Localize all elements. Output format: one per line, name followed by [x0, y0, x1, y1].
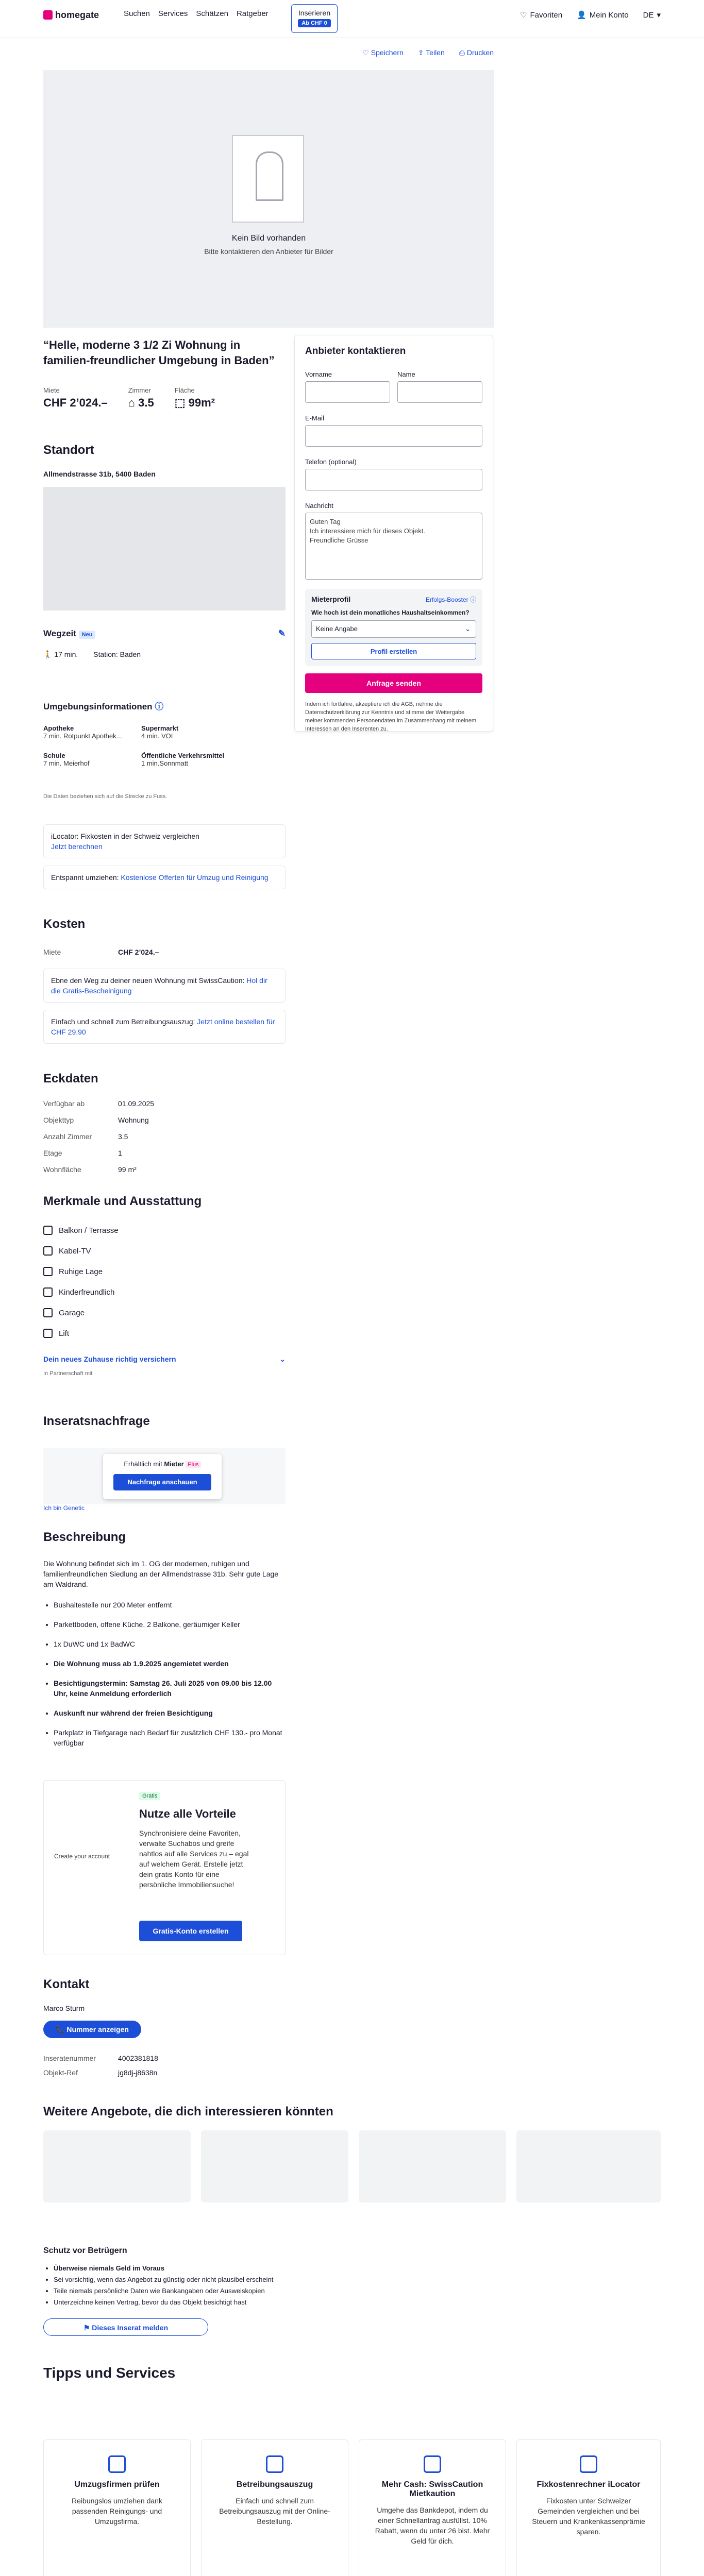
email-label: E-Mail — [305, 414, 324, 422]
description-intro: Die Wohnung befindet sich im 1. OG der modernen, ruhigen und familienfreundlichen Siedlung an der Allmendstrasse 31b. Sehr gute Lage am Waldrand. — [43, 1560, 279, 1588]
map-icon — [580, 2455, 597, 2473]
last-name-label: Name — [397, 370, 415, 378]
garage-icon — [43, 1308, 53, 1317]
tip-card: Mehr Cash: SwissCaution Mietkaution Umgehe das Bankdepot, indem du einer Schnellantrag ausfüllst. 10% Rabatt, wenn du unter 26 bist. Mehr Geld für dich. — [359, 2439, 506, 2576]
poi-label: Supermarkt — [141, 724, 179, 732]
message-input[interactable]: Guten Tag Ich interessiere mich für dieses Objekt. Freundliche Grüsse — [305, 513, 482, 580]
contact-refs: Inseratenummer 4002381818 Objekt-Ref jg8dj-j8638n — [43, 2054, 158, 2077]
child-icon — [43, 1287, 53, 1297]
send-request-button[interactable]: Anfrage senden — [305, 673, 482, 693]
poi-label: Öffentliche Verkehrsmittel — [141, 752, 225, 759]
contact-name: Marco Sturm — [43, 2004, 85, 2012]
tip-card: Fixkostenrechner iLocator Fixkosten unter Schweizer Gemeinden vergleichen und bei Steuern und Krankenkassenprämie sparen. — [516, 2439, 661, 2576]
commute-info — [43, 650, 286, 659]
site-header — [0, 0, 704, 38]
rooms-value: ⌂ 3.5 — [128, 396, 154, 409]
area-value: ⬚ 99m² — [174, 396, 215, 409]
tenant-profile-box — [305, 589, 482, 666]
quiet-icon — [43, 1267, 53, 1276]
language-select[interactable]: DE ▾ — [643, 10, 661, 20]
features-heading: Merkmale und Ausstattung — [43, 1194, 202, 1208]
offer-card-skeleton — [359, 2130, 506, 2202]
commute-station: Station: Baden — [93, 650, 141, 658]
benefits-card — [43, 1780, 286, 1955]
poi-label: Schule — [43, 752, 65, 759]
new-badge: Neu — [79, 631, 96, 639]
form-heading: Anbieter kontaktieren — [305, 346, 406, 357]
insert-button[interactable]: Inserieren Ab CHF 0 — [291, 4, 338, 33]
partner-note: In Partnerschaft mit — [43, 1370, 93, 1377]
balcony-icon — [43, 1226, 53, 1235]
phone-label: Telefon (optional) — [305, 458, 357, 466]
more-heading: Weitere Angebote, die dich interessieren könnten — [43, 2105, 333, 2119]
profile-label: Mieterprofil — [311, 595, 351, 603]
insurance-link[interactable]: Dein neues Zuhause richtig versichern ⌄ — [43, 1355, 286, 1363]
benefits-heading: Nutze alle Vorteile — [139, 1807, 236, 1820]
edit-icon[interactable]: ✎ — [278, 629, 286, 638]
no-image-icon — [232, 135, 304, 223]
contact-form — [294, 335, 493, 732]
listing-title: “Helle, moderne 3 1/2 Zi Wohnung in familien-freundlicher Umgebung in Baden” — [43, 338, 275, 367]
income-question: Wie hoch ist dein monatliches Haushaltseinkommen? — [311, 609, 470, 616]
nav-suchen[interactable]: Suchen — [124, 9, 150, 18]
home-icon: ⌂ — [128, 396, 136, 409]
description-list: • Bushaltestelle nur 200 Meter entfernt • Parkettboden, offene Küche, 2 Balkone, geräumiger Keller • 1x DuWC und 1x BadWC • Die Wohnung muss ab 1.9.2025 angemietet werden • Besichtigungstermin: Samstag 26. Juli 2025 von 09.00 bis 12.00 Uhr, keine Anmeldung erforderlich • Auskunft nur während der freien Besichtigung • Parkplatz in Tiefgarage nach Bedarf für zusätzlich CHF 130.- pro Monat verfügbar — [43, 1600, 286, 1748]
gallery-title: Kein Bild vorhanden — [231, 234, 306, 243]
tv-icon — [43, 1246, 53, 1256]
key-facts — [43, 386, 215, 410]
gratis-badge: Gratis — [139, 1792, 160, 1800]
share-button[interactable]: ⇪ Teilen — [417, 48, 445, 57]
debt-link[interactable]: Jetzt online bestellen für CHF 29.90 — [51, 1018, 275, 1036]
details-heading: Eckdaten — [43, 1072, 98, 1086]
poi-value: 7 min. Meierhof — [43, 759, 90, 767]
first-name-label: Vorname — [305, 370, 332, 378]
account-illustration: Create your account — [54, 1853, 110, 1860]
surroundings-note: Die Daten beziehen sich auf die Strecke zu Fuss. — [43, 793, 167, 800]
fraud-list: • Überweise niemals Geld im Voraus • Sei vorsichtig, wenn das Angebot zu günstig oder nicht plausibel erscheint • Teile niemals persönliche Daten wie Bankangaben oder Ausweiskopien • Unterzeichne keinen Vertrag, bevor du das Objekt besichtigt hast — [54, 2263, 273, 2308]
shield-icon — [424, 2455, 441, 2473]
area-icon: ⬚ — [174, 396, 186, 409]
moving-promo[interactable]: Entspannt umziehen: Kostenlose Offerten für Umzug und Reinigung — [43, 866, 286, 889]
poi-value: 4 min. VOI — [141, 732, 173, 740]
save-button[interactable]: ♡ Speichern — [362, 48, 404, 57]
tip-card: Betreibungsauszug Einfach und schnell zum Betreibungsauszug mit der Online-Bestellung. — [201, 2439, 348, 2576]
document-icon — [266, 2455, 283, 2473]
demand-tooltip: Erhältlich mit Mieter Plus Nachfrage anschauen — [103, 1454, 222, 1499]
locator-link[interactable]: Jetzt berechnen — [51, 842, 103, 851]
nav-schaetzen[interactable]: Schätzen — [196, 9, 228, 18]
create-account-button[interactable]: Gratis-Konto erstellen — [139, 1921, 242, 1941]
walk-icon: 🚶 17 min. — [43, 650, 78, 658]
debt-promo[interactable]: Einfach und schnell zum Betreibungsauszug: Jetzt online bestellen für CHF 29.90 — [43, 1010, 286, 1044]
demand-heading: Inseratsnachfrage — [43, 1414, 150, 1428]
message-label: Nachricht — [305, 502, 333, 510]
fraud-heading: Schutz vor Betrügern — [43, 2246, 127, 2255]
phone-input[interactable] — [305, 469, 482, 490]
print-button[interactable]: ⎙ Drucken — [459, 48, 494, 57]
moving-link[interactable]: Kostenlose Offerten für Umzug und Reinigung — [121, 873, 269, 882]
location-heading: Standort — [43, 443, 94, 457]
poi-value: 7 min. Rotpunkt Apothek... — [43, 732, 122, 740]
gallery-subtitle: Bitte kontaktieren den Anbieter für Bilder — [204, 247, 333, 256]
show-number-button[interactable]: 📞 Nummer anzeigen — [43, 2021, 141, 2038]
create-profile-button[interactable]: Profil erstellen — [311, 643, 476, 659]
chevron-down-icon: ⌄ — [279, 1355, 286, 1363]
costs-heading: Kosten — [43, 917, 86, 931]
details-table: Verfügbar ab 01.09.2025 Objekttyp Wohnung Anzahl Zimmer 3.5 Etage 1 Wohnfläche 99 m² — [43, 1099, 155, 1174]
deposit-link[interactable]: Hol dir die Gratis-Bescheinigung — [51, 976, 267, 995]
surroundings-grid — [43, 724, 229, 767]
cost-row: Miete CHF 2’024.– — [43, 948, 159, 956]
info-icon[interactable]: ⓘ — [155, 702, 164, 711]
tips-heading: Tipps und Services — [43, 2365, 176, 2381]
homegate-logo[interactable]: homegate — [43, 10, 99, 21]
income-select[interactable]: Keine Angabe ⌄ — [311, 620, 476, 638]
last-name-input[interactable] — [397, 381, 482, 403]
offer-card-skeleton — [43, 2130, 191, 2202]
main-nav — [124, 9, 269, 18]
map[interactable] — [43, 487, 286, 611]
surroundings-heading: Umgebungsinformationen ⓘ — [43, 702, 164, 711]
address: Allmendstrasse 31b, 5400 Baden — [43, 470, 156, 478]
nav-ratgeber[interactable]: Ratgeber — [236, 9, 269, 18]
user-icon: 👤 — [577, 11, 586, 20]
box-icon — [108, 2455, 126, 2473]
listing-actions — [0, 38, 704, 66]
poi-value: 1 min.Sonnmatt — [141, 759, 189, 767]
first-name-input[interactable] — [305, 381, 390, 403]
lift-icon — [43, 1329, 53, 1338]
report-button[interactable]: ⚑ Dieses Inserat melden — [43, 2318, 208, 2336]
contact-heading: Kontakt — [43, 1977, 90, 1991]
legal-text: Indem ich fortfahre, akzeptiere ich die AGB, nehme die Datenschutzerklärung zur Kenntnis und stimme der Weitergabe meiner kommenden Personendaten im Zusammenhang mit meinem Interessen an den Inserenten zu. — [305, 701, 476, 732]
rent-label: Miete — [43, 386, 60, 394]
rooms-label: Zimmer — [128, 386, 151, 394]
description-heading: Beschreibung — [43, 1530, 126, 1544]
demand-link[interactable]: Ich bin Genetic — [43, 1504, 85, 1512]
insert-badge: Ab CHF 0 — [298, 19, 331, 27]
tip-card: Umzugsfirmen prüfen Reibungslos umziehen dank passenden Reinigungs- und Umzugsfirma. — [43, 2439, 191, 2576]
poi-label: Apotheke — [43, 724, 74, 732]
deposit-promo[interactable]: Ebne den Weg zu deiner neuen Wohnung mit SwissCaution: Hol dir die Gratis-Bescheinigung — [43, 969, 286, 1003]
demand-button[interactable]: Nachfrage anschauen — [113, 1474, 211, 1490]
commute-heading: Wegzeit Neu ✎ — [43, 629, 286, 638]
offer-card-skeleton — [516, 2130, 661, 2202]
heart-icon: ♡ — [520, 11, 527, 20]
locator-promo[interactable]: iLocator: Fixkosten in der Schweiz vergleichen Jetzt berechnen — [43, 824, 286, 858]
area-label: Fläche — [174, 386, 195, 394]
favorites-link[interactable]: ♡ Favoriten — [520, 10, 563, 20]
account-link[interactable]: 👤 Mein Konto — [577, 10, 629, 20]
chevron-down-icon: ⌄ — [465, 625, 471, 633]
features-list: Balkon / Terrasse Kabel-TV Ruhige Lage Kinderfreundlich Garage Lift — [43, 1220, 286, 1344]
benefits-text: Synchronisiere deine Favoriten, verwalte Suchabos und greife nahtlos auf alle Services zu – egal auf welchem Gerät. Erstelle jetzt dein gratis Konto für eine persönliche Immobiliensuche! — [139, 1829, 249, 1889]
nav-services[interactable]: Services — [158, 9, 188, 18]
offer-card-skeleton — [201, 2130, 348, 2202]
email-input[interactable] — [305, 425, 482, 447]
image-gallery — [43, 70, 494, 328]
booster-link[interactable]: Erfolgs-Booster ⓘ — [425, 596, 476, 603]
rent-value: CHF 2’024.– — [43, 396, 108, 409]
